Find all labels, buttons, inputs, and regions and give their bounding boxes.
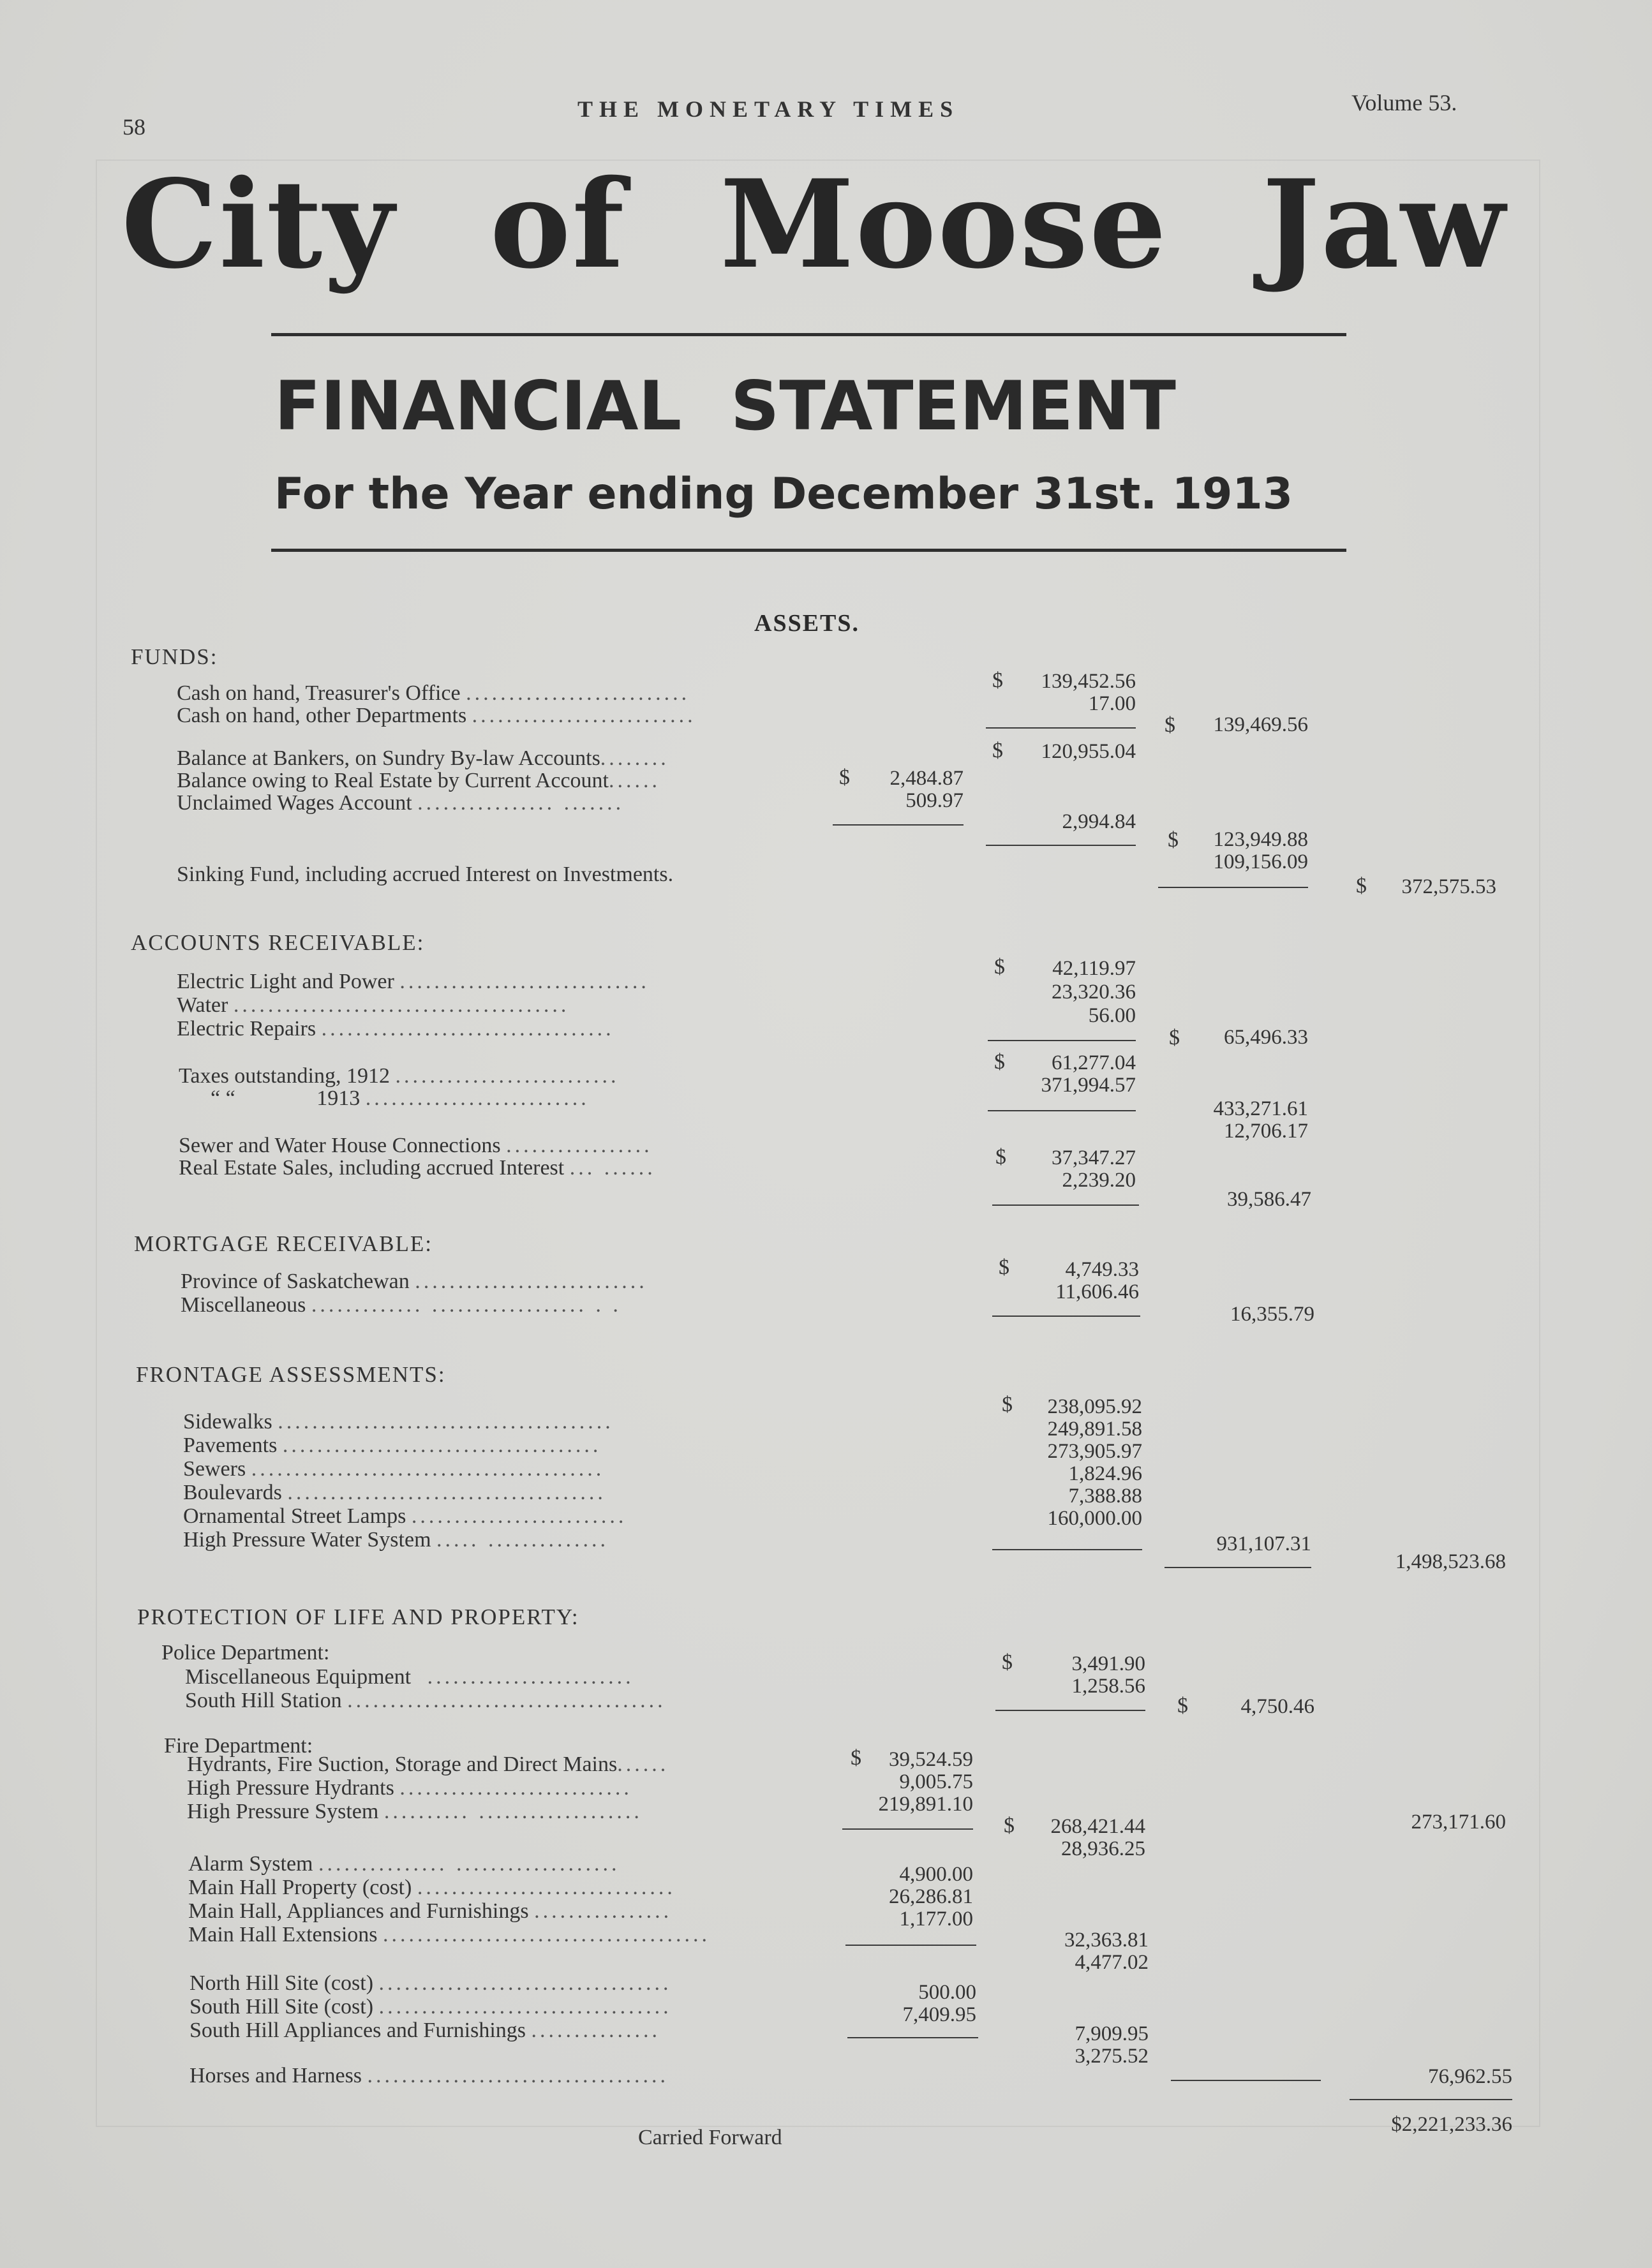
amount: 23,320.36: [1052, 981, 1136, 1004]
dollar-sign: $: [1002, 1393, 1013, 1416]
amount: 32,363.81: [1064, 1929, 1149, 1952]
dollar-sign: $: [995, 1145, 1006, 1169]
amount: 433,271.61: [1213, 1097, 1308, 1120]
dollar-sign: $: [1177, 1694, 1188, 1717]
list-item: Sinking Fund, including accrued Interest on Investments.: [177, 863, 674, 886]
amount: 372,575.53: [1401, 875, 1496, 898]
dollar-sign: $: [994, 955, 1005, 979]
section-mortgage-receivable: MORTGAGE RECEIVABLE:: [134, 1231, 433, 1256]
list-item: Horses and Harness ...................................: [190, 2064, 669, 2087]
list-item: Taxes outstanding, 1912 ..........................: [179, 1064, 620, 1088]
list-item: Main Hall Property (cost) ..............................: [188, 1876, 676, 1899]
amount: 4,749.33: [1065, 1258, 1139, 1281]
statement-title: FINANCIAL STATEMENT: [274, 367, 1176, 445]
list-item: Miscellaneous ............. .................. . .: [181, 1293, 621, 1317]
amount: 9,005.75: [899, 1770, 973, 1793]
sum-rule: [988, 1040, 1136, 1041]
amount: 2,239.20: [1062, 1169, 1136, 1192]
dollar-sign: $: [1169, 1026, 1180, 1049]
amount: 1,258.56: [1071, 1675, 1145, 1698]
sum-rule: [833, 824, 964, 826]
grand-total: $2,221,233.36: [1391, 2113, 1512, 2136]
assets-heading: ASSETS.: [754, 610, 860, 637]
list-item: Main Hall Extensions ......................................: [188, 1923, 711, 1946]
amount: 42,119.97: [1052, 957, 1136, 980]
amount: 268,421.44: [1050, 1815, 1145, 1838]
amount: 17.00: [1088, 692, 1136, 715]
list-item: Electric Repairs ..................................: [177, 1017, 614, 1041]
amount: 273,905.97: [1047, 1440, 1142, 1463]
list-item: Real Estate Sales, including accrued Interest ... ......: [179, 1156, 656, 1180]
list-item: Cash on hand, other Departments ..........................: [177, 704, 696, 727]
list-item: Balance at Bankers, on Sundry By-law Accounts........: [177, 746, 669, 770]
page-number: 58: [123, 114, 145, 140]
sum-rule: [1158, 887, 1308, 888]
amount: 16,355.79: [1230, 1303, 1314, 1326]
amount: 61,277.04: [1052, 1051, 1136, 1074]
dollar-sign: $: [1002, 1650, 1013, 1674]
volume-label: Volume 53.: [1351, 90, 1457, 115]
section-protection: PROTECTION OF LIFE AND PROPERTY:: [137, 1605, 579, 1629]
amount: 3,491.90: [1071, 1652, 1145, 1675]
amount: 28,936.25: [1061, 1837, 1145, 1860]
sum-rule: [1165, 1567, 1311, 1568]
carried-forward-label: Carried Forward: [638, 2126, 782, 2149]
dollar-sign: $: [1004, 1814, 1015, 1837]
amount: 109,156.09: [1213, 850, 1308, 873]
amount: 65,496.33: [1224, 1026, 1308, 1049]
amount: 26,286.81: [889, 1885, 973, 1908]
amount: 509.97: [905, 789, 964, 812]
sum-rule: [992, 1204, 1139, 1206]
page-title: City of Moose Jaw: [121, 153, 1507, 295]
sum-rule: [988, 1110, 1136, 1111]
amount: 160,000.00: [1047, 1507, 1142, 1530]
list-item: High Pressure Water System ..... ..............: [183, 1528, 609, 1552]
list-item: South Hill Appliances and Furnishings ...............: [190, 2019, 660, 2042]
dollar-sign: $: [851, 1746, 861, 1770]
sum-rule: [995, 1710, 1145, 1711]
section-frontage-assessments: FRONTAGE ASSESSMENTS:: [136, 1362, 446, 1387]
section-funds: FUNDS:: [131, 644, 218, 669]
amount: 249,891.58: [1047, 1418, 1142, 1441]
sum-rule: [842, 1828, 973, 1830]
list-item: Main Hall, Appliances and Furnishings ................: [188, 1899, 673, 1923]
sum-rule: [986, 845, 1136, 846]
list-item: Sewer and Water House Connections .................: [179, 1134, 653, 1157]
list-item: Province of Saskatchewan ...........................: [181, 1270, 648, 1293]
section-accounts-receivable: ACCOUNTS RECEIVABLE:: [131, 930, 425, 955]
list-item: “ “ 1913 ..........................: [211, 1086, 590, 1110]
list-item: South Hill Site (cost) ..................................: [190, 1995, 672, 2019]
dollar-sign: $: [1165, 713, 1175, 737]
amount: 500.00: [918, 1981, 976, 2004]
amount: 7,409.95: [902, 2003, 976, 2026]
list-item: Electric Light and Power .............................: [177, 970, 650, 993]
amount: 39,524.59: [889, 1748, 973, 1771]
amount: 2,484.87: [889, 767, 964, 790]
list-item: Unclaimed Wages Account ................ .......: [177, 791, 625, 815]
dollar-sign: $: [992, 669, 1003, 692]
dollar-sign: $: [839, 766, 850, 789]
dollar-sign: $: [999, 1256, 1009, 1279]
amount: 1,824.96: [1068, 1462, 1142, 1485]
dollar-sign: $: [1168, 828, 1179, 852]
list-item: High Pressure System .......... ...................: [187, 1800, 643, 1823]
list-item: Ornamental Street Lamps .........................: [183, 1504, 627, 1528]
amount: 1,498,523.68: [1395, 1550, 1506, 1573]
amount: 56.00: [1088, 1004, 1136, 1027]
list-item: Sidewalks .......................................: [183, 1410, 614, 1434]
amount: 273,171.60: [1411, 1811, 1506, 1834]
list-item: Miscellaneous Equipment ........................: [185, 1665, 634, 1689]
list-item: High Pressure Hydrants ...........................: [187, 1776, 632, 1800]
amount: 37,347.27: [1052, 1146, 1136, 1169]
dollar-sign: $: [1356, 874, 1367, 898]
amount: 4,900.00: [899, 1863, 973, 1886]
sum-rule: [845, 1945, 976, 1946]
amount: 2,994.84: [1062, 810, 1136, 833]
list-item: Water .......................................: [177, 993, 570, 1017]
amount: 76,962.55: [1428, 2065, 1512, 2088]
amount: 39,586.47: [1227, 1188, 1311, 1211]
amount: 123,949.88: [1213, 828, 1308, 851]
running-title: THE MONETARY TIMES: [577, 96, 960, 122]
police-department-heading: Police Department:: [161, 1641, 330, 1664]
list-item: Sewers .........................................: [183, 1457, 605, 1481]
amount: 7,388.88: [1068, 1485, 1142, 1508]
list-item: Cash on hand, Treasurer's Office ..........................: [177, 681, 690, 705]
amount: 371,994.57: [1041, 1074, 1136, 1097]
amount: 219,891.10: [878, 1793, 973, 1816]
amount: 238,095.92: [1047, 1395, 1142, 1418]
list-item: Boulevards .....................................: [183, 1481, 606, 1504]
sum-rule: [1171, 2080, 1321, 2081]
fire-department-heading: Fire Department:: [164, 1734, 313, 1758]
list-item: North Hill Site (cost) ..................................: [190, 1971, 672, 1995]
sum-rule: [986, 727, 1136, 729]
amount: 12,706.17: [1224, 1120, 1308, 1143]
amount: 139,469.56: [1213, 713, 1308, 736]
total-rule: [1350, 2099, 1512, 2100]
title-rule-bottom: [271, 549, 1346, 552]
list-item: Alarm System ............... ...................: [188, 1852, 620, 1876]
sum-rule: [847, 2037, 978, 2038]
dollar-sign: $: [994, 1050, 1005, 1074]
title-rule-top: [271, 333, 1346, 336]
amount: 139,452.56: [1041, 670, 1136, 693]
list-item: Hydrants, Fire Suction, Storage and Direct Mains......: [187, 1753, 669, 1776]
amount: 1,177.00: [899, 1908, 973, 1931]
list-item: South Hill Station .....................................: [185, 1689, 666, 1712]
list-item: Pavements .....................................: [183, 1434, 602, 1457]
amount: 120,955.04: [1041, 740, 1136, 763]
amount: 4,477.02: [1075, 1951, 1149, 1974]
amount: 4,750.46: [1240, 1695, 1314, 1718]
sum-rule: [992, 1549, 1142, 1550]
list-item: Balance owing to Real Estate by Current Account......: [177, 769, 660, 792]
amount: 7,909.95: [1075, 2022, 1149, 2045]
amount: 11,606.46: [1055, 1280, 1139, 1303]
sum-rule: [992, 1316, 1140, 1317]
dollar-sign: $: [992, 739, 1003, 762]
amount: 3,275.52: [1075, 2045, 1149, 2068]
statement-subtitle: For the Year ending December 31st. 1913: [274, 469, 1293, 519]
amount: 931,107.31: [1216, 1532, 1311, 1555]
